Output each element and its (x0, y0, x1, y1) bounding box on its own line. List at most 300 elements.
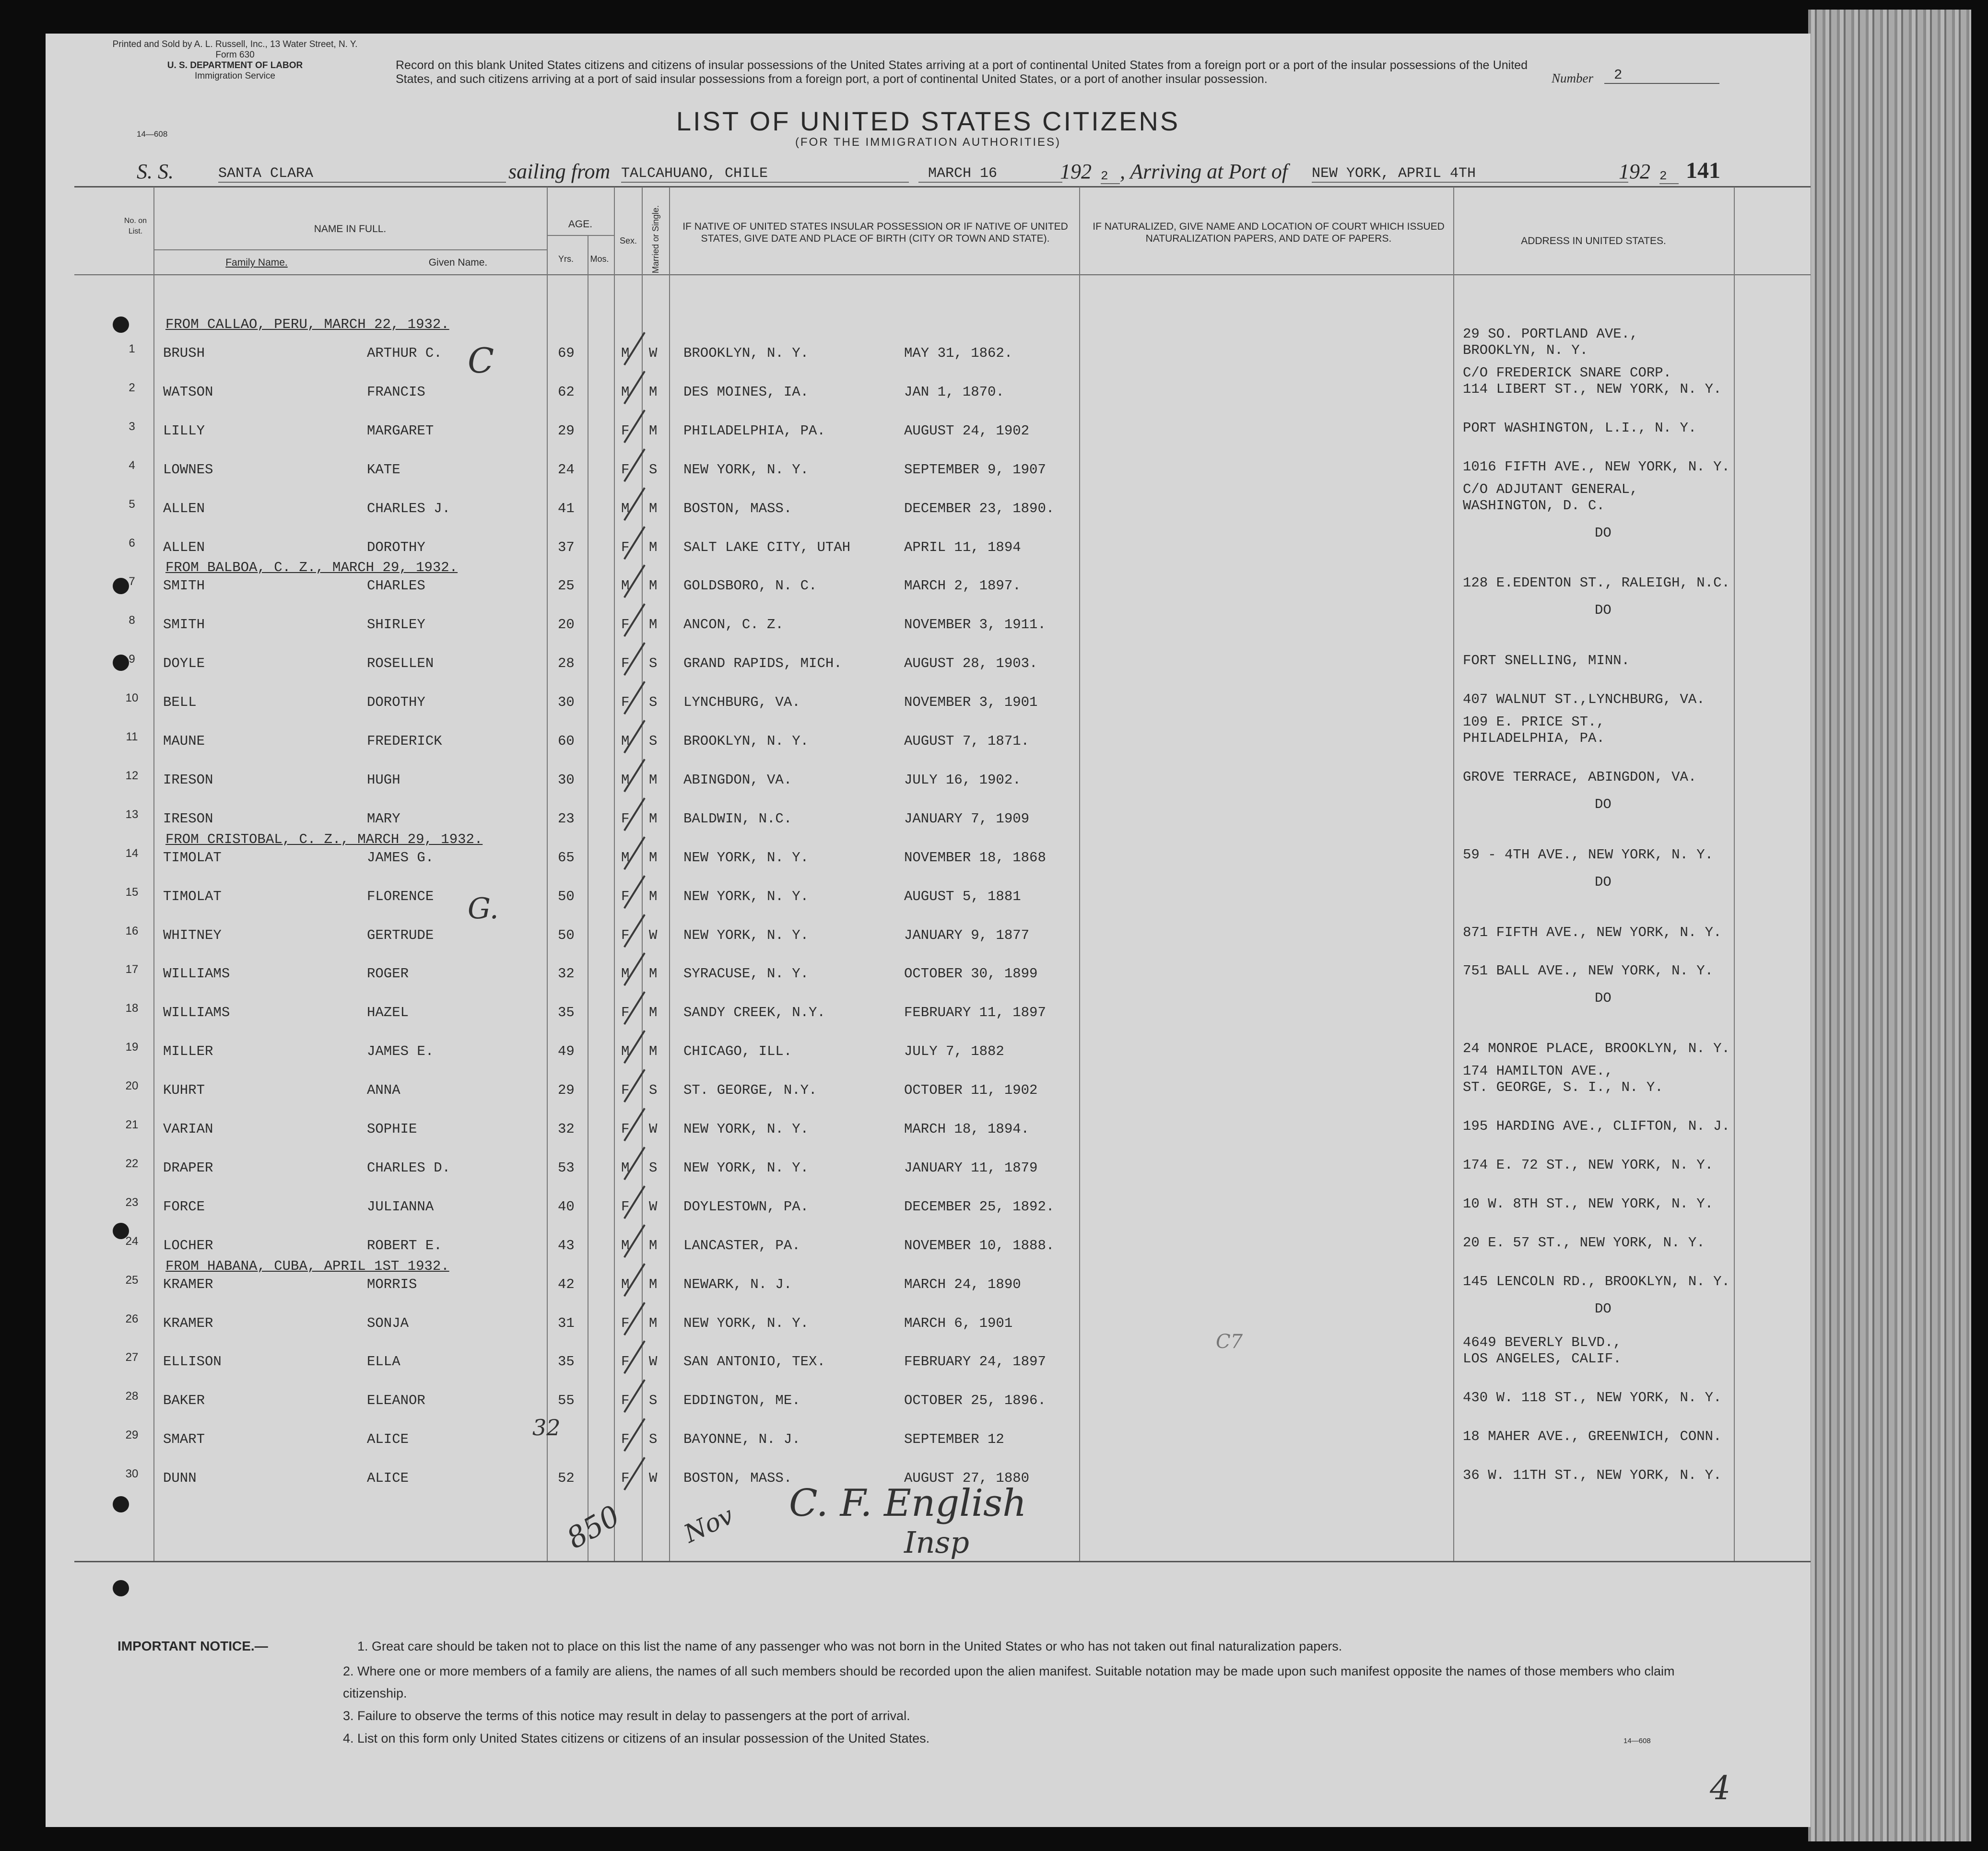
column-divider (642, 187, 643, 1561)
birth-date: JULY 16, 1902. (904, 772, 1021, 788)
sex: M (621, 1160, 630, 1176)
birth-date: AUGUST 28, 1903. (904, 656, 1038, 672)
row-number: 28 (125, 1390, 139, 1403)
sex: F (621, 461, 630, 478)
given-name: HUGH (367, 772, 400, 788)
birthplace: NEWARK, N. J. (683, 1276, 792, 1292)
section-header: FROM CALLAO, PERU, MARCH 22, 1932. (165, 316, 449, 332)
age-years: 31 (558, 1315, 575, 1331)
birth-date: NOVEMBER 3, 1911. (904, 617, 1046, 633)
birthplace: BROOKLYN, N. Y. (683, 733, 809, 749)
birthplace: SANDY CREEK, N.Y. (683, 1005, 825, 1021)
col-header-family: Family Name. (225, 257, 288, 268)
binder-hole (113, 1580, 129, 1596)
row-number: 17 (125, 963, 139, 976)
address-line: 407 WALNUT ST.,LYNCHBURG, VA. (1463, 691, 1705, 708)
sex: M (621, 849, 630, 866)
sex: M (621, 1043, 630, 1060)
sailing-label: sailing from (508, 160, 611, 183)
row-number: 20 (125, 1079, 139, 1093)
sex: F (621, 927, 630, 943)
service-name: Immigration Service (195, 71, 275, 81)
given-name: JAMES E. (367, 1043, 434, 1060)
row-number: 4 (129, 458, 135, 472)
row-number: 3 (129, 420, 135, 433)
marital-status: S (649, 656, 658, 672)
col-header-birth: IF NATIVE OF UNITED STATES INSULAR POSSESSION OR IF NATIVE OF UNITED STATES, GIVE DATE AND PLACE OF BIRTH (CITY OR TOWN AND STATE). (682, 221, 1068, 244)
address-line: ST. GEORGE, S. I., N. Y. (1463, 1079, 1663, 1096)
address-line: C/O ADJUTANT GENERAL, (1463, 481, 1638, 497)
birthplace: BAYONNE, N. J. (683, 1431, 800, 1448)
marital-status: M (649, 1276, 658, 1292)
departure-port: TALCAHUANO, CHILE (621, 165, 909, 183)
sex: F (621, 1470, 630, 1487)
given-name: FLORENCE (367, 888, 434, 904)
arriving-label: , Arriving at Port of (1120, 160, 1288, 183)
birth-date: AUGUST 24, 1902 (904, 422, 1030, 439)
family-name: DRAPER (163, 1160, 213, 1176)
birthplace: SYRACUSE, N. Y. (683, 966, 809, 982)
birthplace: ABINGDON, VA. (683, 772, 792, 788)
row-number: 2 (129, 381, 135, 394)
name-subheader-rule (153, 249, 547, 250)
birth-date: SEPTEMBER 9, 1907 (904, 461, 1046, 478)
address-line: DO (1595, 525, 1612, 541)
given-name: MARGARET (367, 422, 434, 439)
age-years: 25 (558, 578, 575, 594)
marital-status: S (649, 461, 658, 478)
manifest-page (46, 34, 1811, 1827)
marital-status: S (649, 1393, 658, 1409)
department-name: U. S. DEPARTMENT OF LABOR (167, 60, 303, 70)
row-number: 1 (129, 342, 135, 355)
marital-status: M (649, 849, 658, 866)
row-number: 23 (125, 1195, 139, 1209)
age-years: 30 (558, 772, 575, 788)
binder-hole (113, 1496, 129, 1512)
col-header-name: NAME IN FULL. (314, 223, 387, 234)
corner-mark: 4 (1710, 1769, 1731, 1807)
birth-date: DECEMBER 25, 1892. (904, 1198, 1055, 1215)
age-years: 55 (558, 1393, 575, 1409)
address-line: PORT WASHINGTON, L.I., N. Y. (1463, 420, 1697, 436)
address-line: 128 E.EDENTON ST., RALEIGH, N.C. (1463, 575, 1730, 591)
birthplace: DES MOINES, IA. (683, 384, 809, 400)
birth-date: AUGUST 7, 1871. (904, 733, 1030, 749)
marital-status: W (649, 1470, 658, 1487)
age-years: 24 (558, 461, 575, 478)
inspector-title: Insp (904, 1525, 969, 1560)
arrival-port: NEW YORK, APRIL 4TH (1312, 165, 1628, 183)
address-line: DO (1595, 990, 1612, 1007)
birthplace: PHILADELPHIA, PA. (683, 422, 825, 439)
address-line: 430 W. 118 ST., NEW YORK, N. Y. (1463, 1390, 1722, 1406)
birth-date: MARCH 24, 1890 (904, 1276, 1021, 1292)
marital-status: M (649, 1315, 658, 1331)
handwritten-tally: Nov (680, 1501, 738, 1549)
marital-status: W (649, 1121, 658, 1137)
marital-status: S (649, 1082, 658, 1099)
header-bottom-rule (74, 274, 1811, 275)
address-line: GROVE TERRACE, ABINGDON, VA. (1463, 769, 1697, 785)
birth-date: AUGUST 5, 1881 (904, 888, 1021, 904)
birthplace: BOSTON, MASS. (683, 1470, 792, 1487)
age-years: 65 (558, 849, 575, 866)
marital-status: S (649, 733, 658, 749)
marital-status: W (649, 345, 658, 361)
form-code: 14—608 (137, 129, 168, 139)
age-years: 60 (558, 733, 575, 749)
birth-date: SEPTEMBER 12 (904, 1431, 1004, 1448)
sex: F (621, 1354, 630, 1370)
family-name: SMART (163, 1431, 205, 1448)
address-line: 871 FIFTH AVE., NEW YORK, N. Y. (1463, 924, 1722, 940)
marital-status: M (649, 1043, 658, 1060)
birth-date: AUGUST 27, 1880 (904, 1470, 1030, 1487)
birth-date: DECEMBER 23, 1890. (904, 500, 1055, 516)
row-number: 10 (125, 691, 139, 705)
table-top-rule (74, 186, 1811, 187)
birth-date: FEBRUARY 11, 1897 (904, 1005, 1046, 1021)
birthplace: NEW YORK, N. Y. (683, 461, 809, 478)
given-name: ARTHUR C. (367, 345, 442, 361)
notice-item: 4. List on this form only United States citizens or citizens of an insular possession of the United States. (343, 1731, 930, 1746)
birth-date: OCTOBER 30, 1899 (904, 966, 1038, 982)
sex: F (621, 1431, 630, 1448)
column-divider (614, 187, 615, 1561)
given-name: SHIRLEY (367, 617, 425, 633)
row-number: 16 (125, 924, 139, 937)
given-name: CHARLES D. (367, 1160, 451, 1176)
notice-item: 3. Failure to observe the terms of this notice may result in delay to passengers at the port of arrival. (343, 1709, 910, 1723)
birthplace: SALT LAKE CITY, UTAH (683, 539, 851, 555)
age-years: 50 (558, 888, 575, 904)
section-header: FROM HABANA, CUBA, APRIL 1ST 1932. (165, 1258, 449, 1274)
address-line: 174 HAMILTON AVE., (1463, 1063, 1613, 1079)
handwritten-tally: 850 (561, 1499, 626, 1556)
age-years: 69 (558, 345, 575, 361)
section-header: FROM CRISTOBAL, C. Z., MARCH 29, 1932. (165, 831, 483, 847)
age-years: 43 (558, 1237, 575, 1254)
family-name: LOWNES (163, 461, 213, 478)
address-line: LOS ANGELES, CALIF. (1463, 1351, 1622, 1367)
row-number: 24 (125, 1234, 139, 1248)
address-line: DO (1595, 796, 1612, 812)
age-years: 40 (558, 1198, 575, 1215)
family-name: WILLIAMS (163, 1005, 230, 1021)
given-name: DOROTHY (367, 694, 425, 711)
family-name: SMITH (163, 617, 205, 633)
birth-date: MARCH 6, 1901 (904, 1315, 1013, 1331)
sex: M (621, 345, 630, 361)
address-line: 114 LIBERT ST., NEW YORK, N. Y. (1463, 381, 1722, 397)
age-years: 28 (558, 656, 575, 672)
birthplace: DOYLESTOWN, PA. (683, 1198, 809, 1215)
printer-block (110, 39, 360, 82)
col-header-yrs: Yrs. (558, 254, 574, 264)
marital-status: M (649, 1005, 658, 1021)
address-line: 24 MONROE PLACE, BROOKLYN, N. Y. (1463, 1041, 1730, 1057)
given-name: ALICE (367, 1470, 409, 1487)
address-line: BROOKLYN, N. Y. (1463, 342, 1588, 358)
given-name: ALICE (367, 1431, 409, 1448)
family-name: BRUSH (163, 345, 205, 361)
birthplace: BOSTON, MASS. (683, 500, 792, 516)
given-name: SONJA (367, 1315, 409, 1331)
row-number: 21 (125, 1118, 139, 1131)
marital-status: M (649, 1237, 658, 1254)
ss-label: S. S. (137, 160, 174, 183)
inspector-signature: C. F. English (789, 1482, 1027, 1525)
col-header-sex: Sex. (619, 236, 637, 246)
handwritten-age: 32 (532, 1415, 561, 1441)
marital-status: S (649, 1431, 658, 1448)
marital-status: M (649, 617, 658, 633)
marital-status: M (649, 966, 658, 982)
birth-date: NOVEMBER 10, 1888. (904, 1237, 1055, 1254)
age-years: 49 (558, 1043, 575, 1060)
address-line: 20 E. 57 ST., NEW YORK, N. Y. (1463, 1234, 1705, 1251)
sex: F (621, 1121, 630, 1137)
given-name: HAZEL (367, 1005, 409, 1021)
marital-status: M (649, 384, 658, 400)
birthplace: ANCON, C. Z. (683, 617, 784, 633)
marital-status: M (649, 888, 658, 904)
family-name: ALLEN (163, 500, 205, 516)
age-years: 30 (558, 694, 575, 711)
given-name: JAMES G. (367, 849, 434, 866)
family-name: ELLISON (163, 1354, 222, 1370)
given-name: ROBERT E. (367, 1237, 442, 1254)
sex: M (621, 500, 630, 516)
birth-date: OCTOBER 25, 1896. (904, 1393, 1046, 1409)
birthplace: ST. GEORGE, N.Y. (683, 1082, 817, 1099)
birthplace: NEW YORK, N. Y. (683, 1121, 809, 1137)
age-years: 37 (558, 539, 575, 555)
given-name: ROGER (367, 966, 409, 982)
marital-status: M (649, 578, 658, 594)
ship-name: SANTA CLARA (218, 165, 506, 183)
age-years: 23 (558, 810, 575, 827)
birth-date: OCTOBER 11, 1902 (904, 1082, 1038, 1099)
family-name: MAUNE (163, 733, 205, 749)
col-header-naturalized: IF NATURALIZED, GIVE NAME AND LOCATION OF COURT WHICH ISSUED NATURALIZATION PAPERS, AND DATE OF PAPERS. (1093, 221, 1445, 244)
age-years: 29 (558, 1082, 575, 1099)
age-years: 52 (558, 1470, 575, 1487)
sex: M (621, 966, 630, 982)
given-name: KATE (367, 461, 400, 478)
birth-date: JAN 1, 1870. (904, 384, 1004, 400)
given-name: JULIANNA (367, 1198, 434, 1215)
family-name: BAKER (163, 1393, 205, 1409)
age-years: 35 (558, 1005, 575, 1021)
col-header-mos: Mos. (590, 254, 609, 264)
birth-date: FEBRUARY 24, 1897 (904, 1354, 1046, 1370)
row-number: 13 (125, 808, 139, 821)
marital-status: M (649, 772, 658, 788)
address-line: 29 SO. PORTLAND AVE., (1463, 326, 1638, 342)
birth-date: APRIL 11, 1894 (904, 539, 1021, 555)
birth-date: MARCH 18, 1894. (904, 1121, 1030, 1137)
column-divider (1734, 187, 1735, 1561)
birth-date: JANUARY 9, 1877 (904, 927, 1030, 943)
birthplace: GOLDSBORO, N. C. (683, 578, 817, 594)
family-name: TIMOLAT (163, 849, 222, 866)
sex: F (621, 422, 630, 439)
given-name: CHARLES J. (367, 500, 451, 516)
notice-item: 1. Great care should be taken not to place on this list the name of any passenger who was not born in the United States or who has not taken out final naturalization papers. (357, 1639, 1342, 1653)
row-number: 12 (125, 769, 139, 782)
row-number: 5 (129, 497, 135, 511)
family-name: DOYLE (163, 656, 205, 672)
birth-date: NOVEMBER 3, 1901 (904, 694, 1038, 711)
year2-label: 192 (1619, 160, 1650, 183)
family-name: IRESON (163, 810, 213, 827)
year-label: 192 (1060, 160, 1092, 183)
family-name: DUNN (163, 1470, 197, 1487)
given-name: FREDERICK (367, 733, 442, 749)
sailing-date: MARCH 16 (918, 165, 1062, 183)
given-name: ELLA (367, 1354, 400, 1370)
family-name: ALLEN (163, 539, 205, 555)
given-name: FRANCIS (367, 384, 425, 400)
row-number: 27 (125, 1351, 139, 1364)
column-divider (1453, 187, 1454, 1561)
row-number: 22 (125, 1157, 139, 1170)
row-number: 19 (125, 1041, 139, 1054)
family-name: TIMOLAT (163, 888, 222, 904)
sex: F (621, 539, 630, 555)
birthplace: EDDINGTON, ME. (683, 1393, 800, 1409)
marital-status: W (649, 927, 658, 943)
age-years: 20 (558, 617, 575, 633)
given-name: ELEANOR (367, 1393, 425, 1409)
section-header: FROM BALBOA, C. Z., MARCH 29, 1932. (165, 560, 458, 576)
age-years: 50 (558, 927, 575, 943)
col-header-given: Given Name. (428, 257, 488, 268)
birth-date: NOVEMBER 18, 1868 (904, 849, 1046, 866)
address-line: PHILADELPHIA, PA. (1463, 730, 1605, 746)
marital-status: W (649, 1354, 658, 1370)
age-years: 32 (558, 1121, 575, 1137)
sex: F (621, 1393, 630, 1409)
address-line: 59 - 4TH AVE., NEW YORK, N. Y. (1463, 846, 1714, 863)
marital-status: W (649, 1198, 658, 1215)
page-title: LIST OF UNITED STATES CITIZENS (676, 106, 1180, 136)
col-header-age: AGE. (568, 219, 593, 230)
address-line: 145 LENCOLN RD., BROOKLYN, N. Y. (1463, 1273, 1730, 1289)
marital-status: S (649, 1160, 658, 1176)
row-number: 7 (129, 575, 135, 588)
row-number: 6 (129, 536, 135, 550)
handwritten-mark: C (468, 340, 494, 381)
page-subtitle: (FOR THE IMMIGRATION AUTHORITIES) (795, 136, 1061, 149)
address-line: WASHINGTON, D. C. (1463, 497, 1605, 514)
marital-status: M (649, 810, 658, 827)
given-name: ROSELLEN (367, 656, 434, 672)
given-name: MARY (367, 810, 400, 827)
sex: F (621, 810, 630, 827)
table-bottom-rule (74, 1561, 1811, 1562)
address-line: 36 W. 11TH ST., NEW YORK, N. Y. (1463, 1467, 1722, 1484)
birth-date: JANUARY 11, 1879 (904, 1160, 1038, 1176)
birth-date: MARCH 2, 1897. (904, 578, 1021, 594)
year2-suffix: 2 (1659, 169, 1679, 184)
marital-status: M (649, 422, 658, 439)
address-line: 109 E. PRICE ST., (1463, 714, 1605, 730)
birthplace: NEW YORK, N. Y. (683, 888, 809, 904)
sex: M (621, 772, 630, 788)
address-line: 10 W. 8TH ST., NEW YORK, N. Y. (1463, 1195, 1714, 1212)
age-years: 41 (558, 500, 575, 516)
birthplace: NEW YORK, N. Y. (683, 1160, 809, 1176)
birthplace: GRAND RAPIDS, MICH. (683, 656, 842, 672)
sex: M (621, 1276, 630, 1292)
family-name: FORCE (163, 1198, 205, 1215)
col-header-married: Married or Single. (651, 205, 660, 273)
birthplace: LANCASTER, PA. (683, 1237, 800, 1254)
birthplace: LYNCHBURG, VA. (683, 694, 800, 711)
marital-status: M (649, 539, 658, 555)
row-number: 8 (129, 614, 135, 627)
given-name: GERTRUDE (367, 927, 434, 943)
given-name: SOPHIE (367, 1121, 417, 1137)
birthplace: NEW YORK, N. Y. (683, 1315, 809, 1331)
marital-status: S (649, 694, 658, 711)
address-line: DO (1595, 874, 1612, 890)
sex: F (621, 617, 630, 633)
col-header-address: ADDRESS IN UNITED STATES. (1521, 235, 1666, 246)
address-line: 1016 FIFTH AVE., NEW YORK, N. Y. (1463, 458, 1730, 475)
given-name: MORRIS (367, 1276, 417, 1292)
address-line: FORT SNELLING, MINN. (1463, 653, 1630, 669)
row-number: 9 (129, 653, 135, 666)
sex: M (621, 578, 630, 594)
row-number: 15 (125, 885, 139, 899)
age-years: 42 (558, 1276, 575, 1292)
address-line: 18 MAHER AVE., GREENWICH, CONN. (1463, 1429, 1722, 1445)
family-name: WILLIAMS (163, 966, 230, 982)
sex: M (621, 1237, 630, 1254)
binder-hole (113, 316, 129, 333)
book-page-edges (1808, 10, 1971, 1841)
family-name: KRAMER (163, 1276, 213, 1292)
handwritten-mark: C7 (1216, 1331, 1243, 1353)
sex: M (621, 384, 630, 400)
family-name: MILLER (163, 1043, 213, 1060)
age-years: 53 (558, 1160, 575, 1176)
address-line: C/O FREDERICK SNARE CORP. (1463, 364, 1672, 381)
sex: F (621, 1198, 630, 1215)
year-suffix: 2 (1101, 169, 1120, 184)
given-name: CHARLES (367, 578, 425, 594)
row-number: 14 (125, 846, 139, 860)
address-line: DO (1595, 1300, 1612, 1317)
birth-date: JULY 7, 1882 (904, 1043, 1004, 1060)
family-name: LOCHER (163, 1237, 213, 1254)
form-number: Form 630 (215, 50, 255, 60)
sex: F (621, 888, 630, 904)
column-divider (547, 187, 548, 1561)
marital-status: M (649, 500, 658, 516)
family-name: KRAMER (163, 1315, 213, 1331)
address-line: 195 HARDING AVE., CLIFTON, N. J. (1463, 1118, 1730, 1134)
birthplace: SAN ANTONIO, TEX. (683, 1354, 825, 1370)
age-years: 35 (558, 1354, 575, 1370)
column-divider (153, 187, 154, 1561)
family-name: BELL (163, 694, 197, 711)
given-name: ANNA (367, 1082, 400, 1099)
